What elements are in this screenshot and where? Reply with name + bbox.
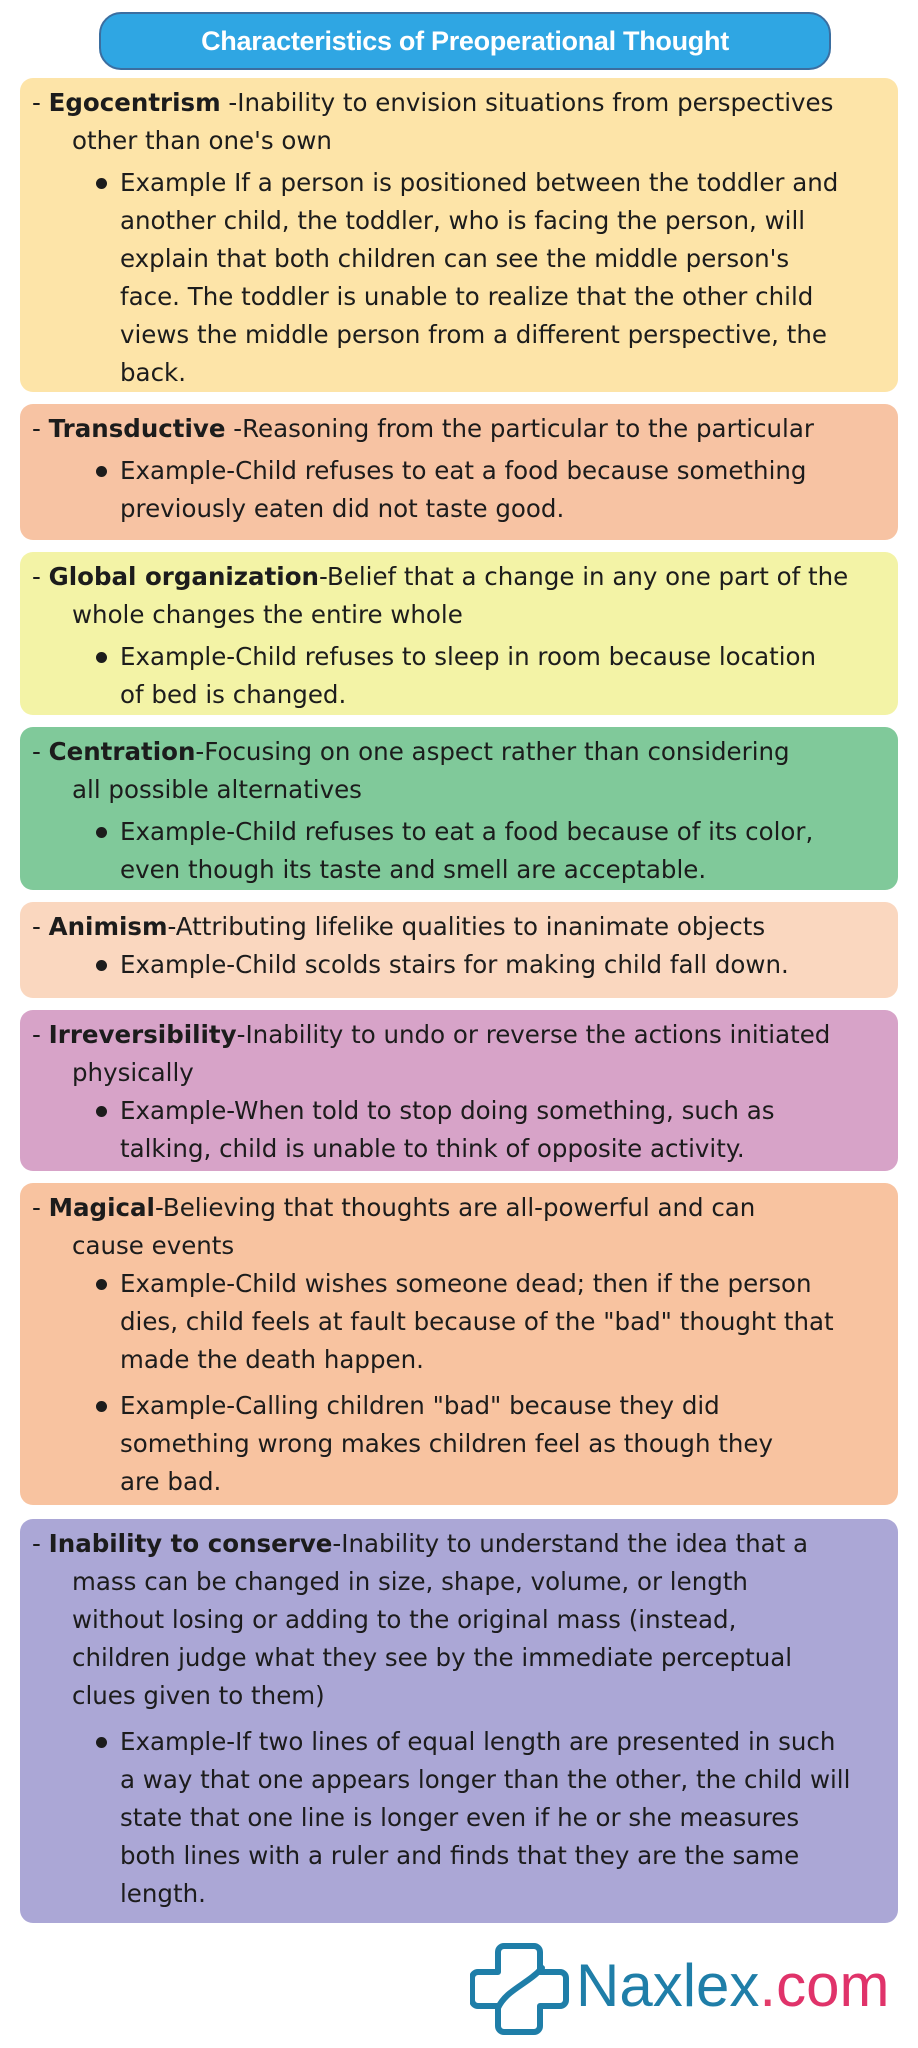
dash: - [32,912,49,941]
list-item [32,1092,888,1168]
card-inability-to-conserve [20,1519,898,1923]
term-definition: -Attributing lifelike qualities to inanimate objects [167,912,766,941]
dash: - [32,1193,49,1222]
list-item [32,638,888,714]
card-global-organization [20,552,898,715]
term-line [32,908,888,946]
card-magical [20,1183,898,1505]
logo-dot: . [759,1952,777,2019]
term-label: Centration [48,737,196,766]
term-line [32,1016,888,1092]
dash: - [32,88,49,117]
bullet-dot-icon [96,1279,107,1290]
term-label: Transductive [48,414,226,443]
term-definition: -Inability to undo or reverse the actions initiated physically [72,1020,831,1087]
example-text: Example-Child wishes someone dead; then if the person dies, child feels at fault because of the "bad" thought that made the death happen. [120,1269,834,1374]
list-item [32,946,888,984]
bullet-dot-icon [96,178,107,189]
term-definition: -Reasoning from the particular to the particular [225,414,814,443]
bullet-dot-icon [96,1737,107,1748]
dash: - [32,737,49,766]
example-list [32,452,888,528]
bullet-dot-icon [96,466,107,477]
term-definition: -Belief that a change in any one part of the whole changes the entire whole [72,562,849,629]
list-item [32,1723,888,1913]
bullet-dot-icon [96,827,107,838]
example-text: Example-Child refuses to eat a food because of its color, even though its taste and smell are acceptable. [120,817,814,884]
example-list [32,638,888,714]
list-item [32,452,888,528]
term-label: Animism [48,912,168,941]
term-label: Global organization [48,562,319,591]
term-line [32,558,888,634]
example-list [32,1723,888,1913]
logo-tld: com [776,1952,890,2019]
card-irreversibility [20,1010,898,1171]
medical-cross-icon [470,1938,570,2038]
term-label: Irreversibility [48,1020,237,1049]
dash: - [32,1529,49,1558]
bullet-dot-icon [96,652,107,663]
logo-name: Naxlex [576,1952,760,2019]
term-line [32,733,888,809]
example-list [32,946,888,984]
term-line [32,1189,888,1265]
term-definition: -Inability to envision situations from perspectives other than one's own [72,88,834,155]
example-text: Example-Calling children "bad" because they did something wrong makes children feel as though they are bad. [120,1391,773,1496]
term-definition: -Inability to understand the idea that a mass can be changed in size, shape, volume, or length without losing or adding to the original mass (instead, children judge what they see by the immediate perceptual clues given to them) [72,1529,809,1710]
card-centration [20,727,898,890]
dash: - [32,414,49,443]
example-text: Example-When told to stop doing something, such as talking, child is unable to think of opposite activity. [120,1096,775,1163]
card-egocentrism [20,78,898,392]
example-list [32,164,888,392]
bullet-dot-icon [96,1401,107,1412]
card-transductive [20,404,898,540]
list-item [32,164,888,392]
term-label: Egocentrism [48,88,221,117]
term-line [32,410,888,448]
term-line [32,84,888,160]
dash: - [32,562,49,591]
example-text: Example-Child scolds stairs for making child fall down. [120,950,789,979]
dash: - [32,1020,49,1049]
term-definition: -Focusing on one aspect rather than considering all possible alternatives [72,737,790,804]
bullet-dot-icon [96,960,107,971]
example-text: Example-If two lines of equal length are presented in such a way that one appears longer than the other, the child will state that one line is longer even if he or she measures both lines with a ruler and finds that they are the same length. [120,1727,851,1908]
term-line [32,1525,888,1715]
term-label: Inability to conserve [48,1529,333,1558]
example-text: Example-Child refuses to sleep in room because location of bed is changed. [120,642,817,709]
page-title: Characteristics of Preoperational Thought [99,12,831,70]
card-animism [20,902,898,998]
term-label: Magical [48,1193,155,1222]
naxlex-logo [470,1936,910,2040]
logo-text [576,1950,889,2022]
term-definition: -Believing that thoughts are all-powerful and can cause events [72,1193,756,1260]
example-text: Example-Child refuses to eat a food because something previously eaten did not taste good. [120,456,807,523]
list-item [32,813,888,889]
example-list [32,1265,888,1501]
example-list [32,1092,888,1168]
example-text: Example If a person is positioned between the toddler and another child, the toddler, who is facing the person, will explain that both children can see the middle person's face. The toddler is unable to realize that the other child views the middle person from a different perspective, the back. [120,168,839,387]
list-item [32,1265,888,1379]
example-list [32,813,888,889]
list-item [32,1387,888,1501]
bullet-dot-icon [96,1106,107,1117]
